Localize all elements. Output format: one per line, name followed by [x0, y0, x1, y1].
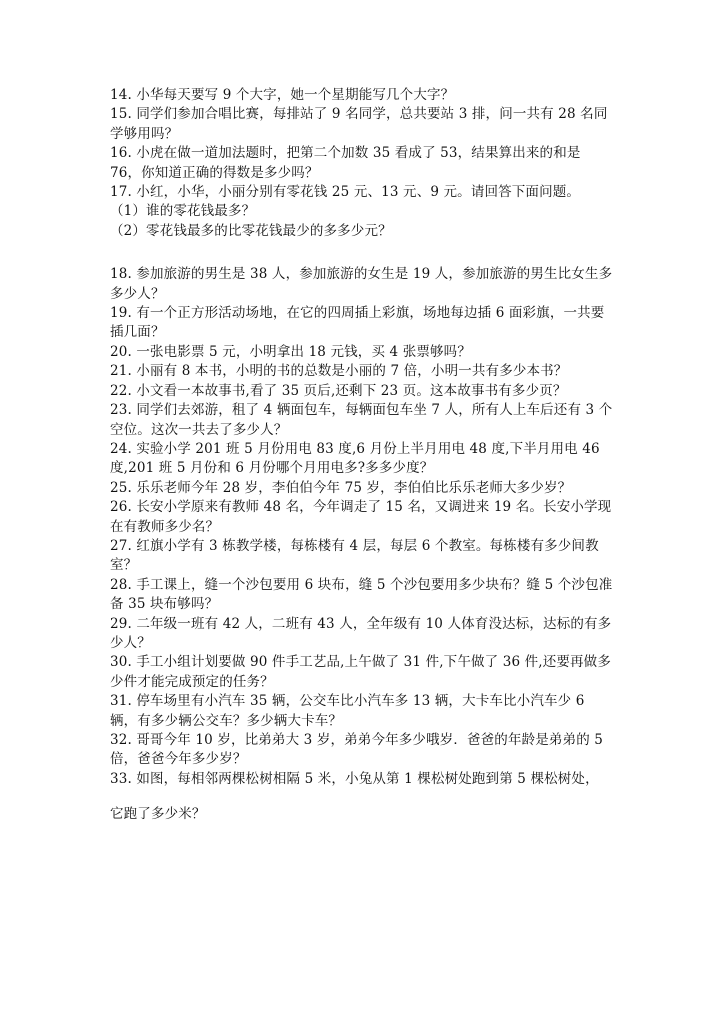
question-15: 15. 同学们参加合唱比赛，每排站了 9 名同学，总共要站 3 排，问一共有 28 名同学够用吗？: [110, 106, 608, 142]
question-26: 26. 长安小学原来有教师 48 名，今年调走了 15 名，又调进来 19 名。长安小学现在有教师多少名？: [110, 499, 612, 535]
question-32: 32. 哥哥今年 10 岁，比弟弟大 3 岁，弟弟今年多少哦岁．爸爸的年龄是弟弟的 5 倍，爸爸今年多少岁？: [110, 732, 604, 768]
question-16: 16. 小虎在做一道加法题时，把第二个加数 35 看成了 53，结果算出来的和是 76，你知道正确的得数是多少吗？: [110, 145, 581, 181]
question-28: 28. 手工课上，缝一个沙包要用 6 块布，缝 5 个沙包要用多少块布？缝 5 个沙包准备 35 块布够吗？: [110, 576, 613, 613]
question-14: 14. 小华每天要写 9 个大字，她一个星期能写几个大字？: [110, 87, 455, 103]
question-25: 25. 乐乐老师今年 28 岁，李伯伯今年 75 岁，李伯伯比乐乐老师大多少岁？: [110, 479, 572, 496]
question-30: 30. 手工小组计划要做 90 件手工艺品,上午做了 31 件,下午做了 36 件,还要再做多少件才能完成预定的任务？: [110, 654, 611, 690]
question-23: 23. 同学们去郊游，租了 4 辆面包车，每辆面包车坐 7 人，所有人上车后还有 3 个空位。这次一共去了多少人？: [110, 402, 613, 438]
question-20: 20. 一张电影票 5 元，小明拿出 18 元钱，买 4 张票够吗？: [110, 343, 471, 360]
question-17: 17. 小红，小华，小丽分别有零花钱 25 元、13 元、9 元。请回答下面问题。: [110, 184, 581, 201]
question-21: 21. 小丽有 8 本书，小明的书的总数是小丽的 7 倍，小明一共有多少本书？: [110, 363, 568, 380]
sub-question-1: （1）谁的零花钱最多？: [110, 203, 256, 220]
question-27: 27. 红旗小学有 3 栋教学楼，每栋楼有 4 层，每层 6 个教室。每栋楼有多少间教室？: [110, 537, 599, 574]
question-19: 19. 有一个正方形活动场地，在它的四周插上彩旗，场地每边插 6 面彩旗，一共要插几面？: [110, 305, 605, 341]
question-31: 31. 停车场里有小汽车 35 辆，公交车比小汽车多 13 辆，大卡车比小汽车少 6 辆，有多少辆公交车？多少辆大卡车？: [110, 693, 585, 729]
sub-question-2: （2）零花钱最多的比零花钱最少的多多少元？: [110, 222, 392, 239]
question-22: 22. 小文看一本故事书,看了 35 页后,还剩下 23 页。这本故事书有多少页？: [110, 382, 567, 399]
question-18: 18. 参加旅游的男生是 38 人，参加旅游的女生是 19 人，参加旅游的男生比女生多多少人？: [110, 266, 613, 302]
question-33: 33. 如图，每相邻两棵松树相隔 5 米，小兔从第 1 棵松树处跑到第 5 棵松树处，: [110, 770, 599, 787]
question-29: 29. 二年级一班有 42 人，二班有 43 人，全年级有 10 人体育没达标，达标的有多少人？: [110, 615, 612, 651]
question-list: [110, 86, 615, 825]
question-24: 24. 实验小学 201 班 5 月份用电 83 度,6 月份上半月用电 48 度,下半月用电 46 度,201 班 5 月份和 6 月份哪个月用电多?多多少度？: [110, 440, 600, 477]
question-33-continuation: 它跑了多少米？: [110, 806, 206, 823]
